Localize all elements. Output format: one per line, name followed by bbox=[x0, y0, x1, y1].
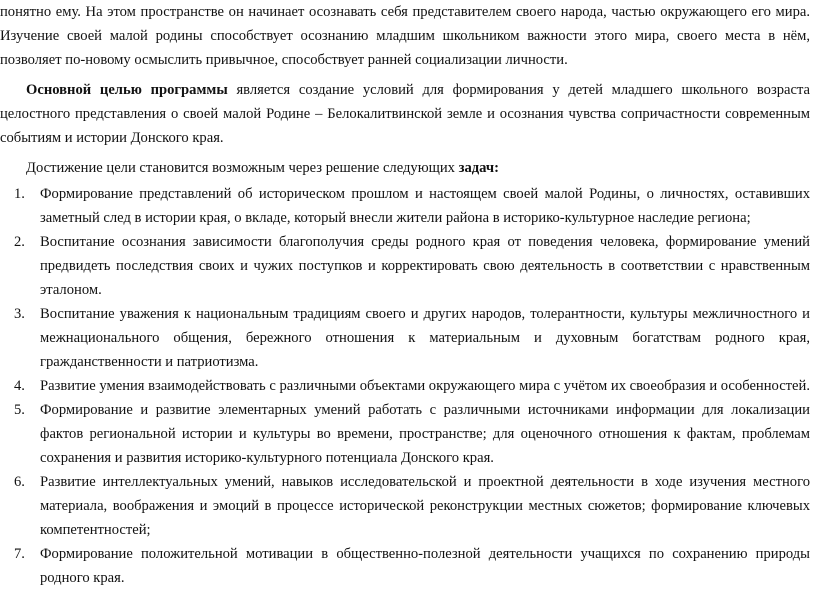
list-item-text: Формирование положительной мотивации в общественно-полезной деятельности учащихся по сохранению природы родного края. bbox=[40, 546, 810, 586]
tasks-intro bbox=[0, 156, 810, 180]
list-item-text: Воспитание осознания зависимости благополучия среды родного края от поведения человека, формирование умений предвидеть последствия своих и чужих поступков и корректировать свою деятельность в соответствии с нравственным эталоном. bbox=[40, 234, 810, 298]
tasks-list bbox=[0, 182, 810, 590]
list-item-number: 6. bbox=[14, 474, 25, 490]
list-item bbox=[0, 182, 810, 230]
list-item-number: 1. bbox=[14, 186, 25, 202]
goal-label: Основной целью программы bbox=[26, 82, 228, 98]
goal-text: является создание условий для формирования у детей младшего школьного возраста целостного представления о своей малой Родине – Белокалитвинской земле и осознания чувства сопричастности современным событиям и истории Донского края. bbox=[0, 82, 810, 146]
list-item bbox=[0, 470, 810, 542]
list-item-number: 4. bbox=[14, 378, 25, 394]
list-item-text: Формирование и развитие элементарных умений работать с различными источниками информации для локализации фактов региональной истории и культуры во времени, пространстве; для оценочного отношения к фактам, проблемам сохранения и развития историко-культурного потенциала Донского края. bbox=[40, 402, 810, 466]
goal-paragraph bbox=[0, 78, 810, 150]
tasks-intro-text: Достижение цели становится возможным через решение следующих bbox=[26, 160, 459, 176]
list-item-text: Формирование представлений об историческом прошлом и настоящем своей малой Родины, о личностях, оставивших заметный след в истории края, о вкладе, который внесли жители района в историко-культурное наследие региона; bbox=[40, 186, 810, 226]
list-item-number: 5. bbox=[14, 402, 25, 418]
list-item-text: Развитие интеллектуальных умений, навыков исследовательской и проектной деятельности в ходе изучения местного материала, воображения и эмоций в процессе исторической реконструкции местных сюжетов; формирование ключевых компетентностей; bbox=[40, 474, 810, 538]
list-item bbox=[0, 398, 810, 470]
list-item-number: 7. bbox=[14, 546, 25, 562]
list-item bbox=[0, 374, 810, 398]
list-item bbox=[0, 302, 810, 374]
list-item-text: Воспитание уважения к национальным традициям своего и других народов, толерантности, культуры межличностного и межнационального общения, бережного отношения к материальным и духовным богатствам родного края, гражданственности и патриотизма. bbox=[40, 306, 810, 370]
list-item-number: 3. bbox=[14, 306, 25, 322]
list-item-text: Развитие умения взаимодействовать с различными объектами окружающего мира с учётом их своеобразия и особенностей. bbox=[40, 378, 810, 394]
list-item bbox=[0, 542, 810, 590]
list-item-number: 2. bbox=[14, 234, 25, 250]
list-item bbox=[0, 230, 810, 302]
intro-paragraph: понятно ему. На этом пространстве он начинает осознавать себя представителем своего народа, частью окружающего его мира. Изучение своей малой родины способствует осознанию младшим школьником важности этого мира, своего места в нём, позволяет по-новому осмыслить привычное, способствует ранней социализации личности. bbox=[0, 4, 810, 68]
tasks-intro-bold: задач: bbox=[458, 160, 499, 176]
